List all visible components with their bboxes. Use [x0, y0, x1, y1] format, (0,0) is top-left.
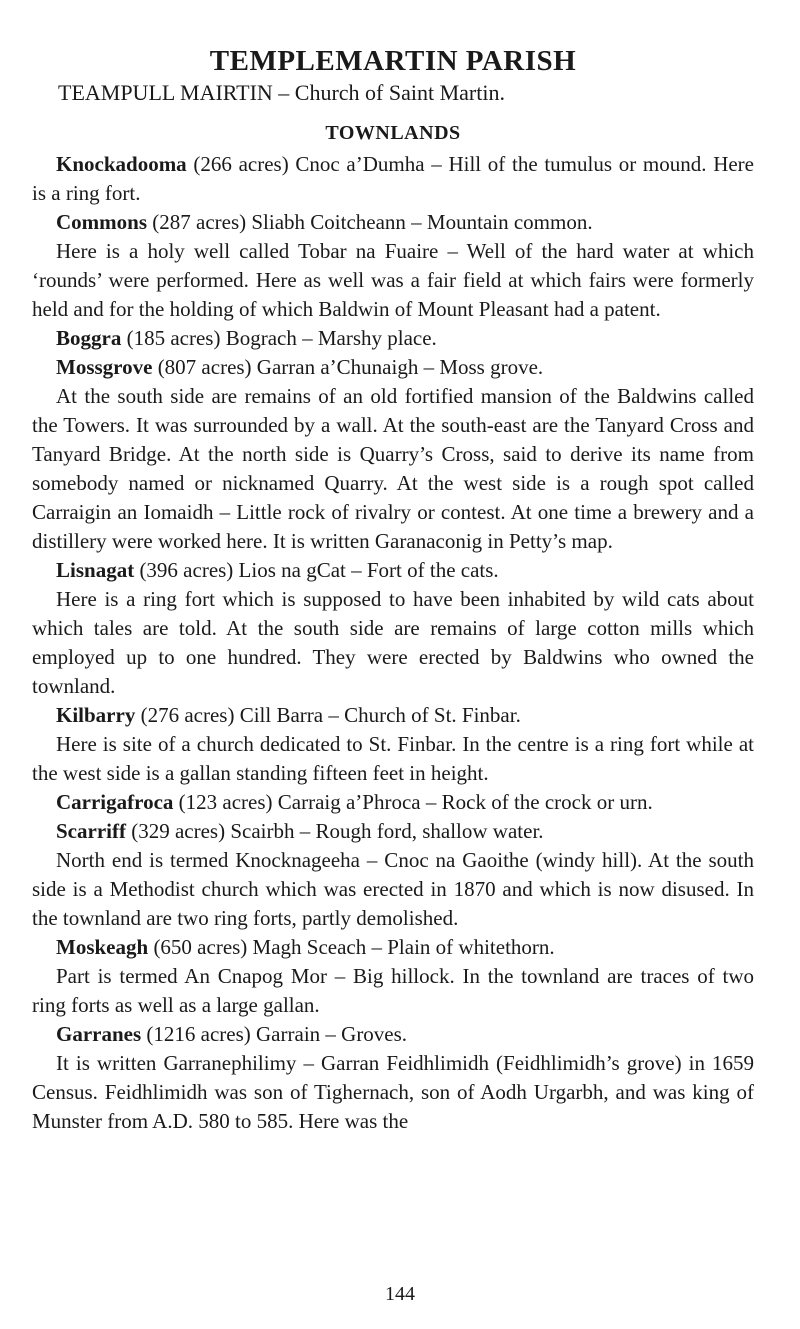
paragraph-text: (266 acres) Cnoc a’Dumha – Hill of the tumulus or mound. Here is a ring fort. — [32, 152, 754, 205]
paragraph-text: (1216 acres) Garrain – Groves. — [141, 1022, 408, 1046]
paragraph-scarriff — [32, 817, 754, 846]
paragraph-lisnagat — [32, 556, 754, 585]
paragraph-text: (276 acres) Cill Barra – Church of St. Finbar. — [135, 703, 521, 727]
paragraph-scarriff-detail — [32, 846, 754, 933]
townland-name: Commons — [56, 210, 148, 234]
townland-name: Lisnagat — [56, 558, 135, 582]
paragraph-text: (396 acres) Lios na gCat – Fort of the cats. — [134, 558, 499, 582]
page-subtitle: TEAMPULL MAIRTIN – Church of Saint Martin. — [58, 80, 505, 105]
paragraph-moskeagh — [32, 933, 754, 962]
section-heading: TOWNLANDS — [325, 122, 461, 144]
paragraph-kilbarry — [32, 701, 754, 730]
page-title: TEMPLEMARTIN PARISH — [209, 45, 577, 77]
paragraph-text: At the south side are remains of an old fortified mansion of the Baldwins called the Towers. It was surrounded by a wall. At the south-east are the Tanyard Cross and Tanyard Bridge. At the north side is Quarry’s Cross, said to derive its name from somebody named or nicknamed Quarry. At the west side is a rough spot called Carraigin an Iomaidh – Little rock of rivalry or contest. At one time a brewery and a distillery were worked here. It is written Garanaconig in Petty’s map. — [32, 384, 754, 553]
paragraph-text: It is written Garranephilimy – Garran Feidhlimidh (Feidhlimidh’s grove) in 1659 Census. Feidhlimidh was son of Tighernach, son of Aodh Urgarbh, and was king of Munster from A.D. 580 to 585. Here was the — [32, 1051, 754, 1133]
paragraph-text: Part is termed An Cnapog Mor – Big hillock. In the townland are traces of two ring forts as well as a large gallan. — [32, 964, 754, 1017]
paragraph-text: (650 acres) Magh Sceach – Plain of whitethorn. — [148, 935, 555, 959]
paragraph-commons-detail — [32, 237, 754, 324]
townland-name: Knockadooma — [56, 152, 187, 176]
paragraph-garranes — [32, 1020, 754, 1049]
townland-name: Moskeagh — [56, 935, 149, 959]
townland-name: Garranes — [56, 1022, 142, 1046]
paragraph-text: Here is site of a church dedicated to St. Finbar. In the centre is a ring fort while at the west side is a gallan standing fifteen feet in height. — [32, 732, 754, 785]
paragraph-text: (185 acres) Bograch – Marshy place. — [121, 326, 437, 350]
paragraph-commons — [32, 208, 754, 237]
paragraph-text: (329 acres) Scairbh – Rough ford, shallow water. — [125, 819, 544, 843]
paragraph-knockadooma — [32, 150, 754, 208]
paragraph-text: (123 acres) Carraig a’Phroca – Rock of the crock or urn. — [173, 790, 653, 814]
paragraph-garranes-detail — [32, 1049, 754, 1136]
book-page — [32, 44, 754, 1136]
paragraph-mossgrove — [32, 353, 754, 382]
paragraph-carrigafroca — [32, 788, 754, 817]
paragraph-lisnagat-detail — [32, 585, 754, 701]
paragraph-kilbarry-detail — [32, 730, 754, 788]
paragraph-boggra — [32, 324, 754, 353]
townland-name: Scarriff — [56, 819, 126, 843]
townland-name: Kilbarry — [56, 703, 136, 727]
townland-name: Mossgrove — [56, 355, 153, 379]
paragraph-text: (807 acres) Garran a’Chunaigh – Moss grove. — [152, 355, 544, 379]
paragraph-text: (287 acres) Sliabh Coitcheann – Mountain common. — [147, 210, 593, 234]
townland-name: Boggra — [56, 326, 122, 350]
paragraph-text: Here is a ring fort which is supposed to have been inhabited by wild cats about which tales are told. At the south side are remains of large cotton mills which employed up to one hundred. They were erected by Baldwins who owned the townland. — [32, 587, 754, 698]
paragraph-text: Here is a holy well called Tobar na Fuaire – Well of the hard water at which ‘rounds’ were performed. Here as well was a fair field at which fairs were formerly held and for the holding of which Baldwin of Mount Pleasant had a patent. — [32, 239, 754, 321]
page-number: 144 — [385, 1283, 415, 1305]
paragraph-mossgrove-detail — [32, 382, 754, 556]
paragraph-text: North end is termed Knocknageeha – Cnoc na Gaoithe (windy hill). At the south side is a Methodist church which was erected in 1870 and which is now disused. In the townland are two ring forts, partly demolished. — [32, 848, 754, 930]
townland-name: Carrigafroca — [56, 790, 174, 814]
paragraph-moskeagh-detail — [32, 962, 754, 1020]
